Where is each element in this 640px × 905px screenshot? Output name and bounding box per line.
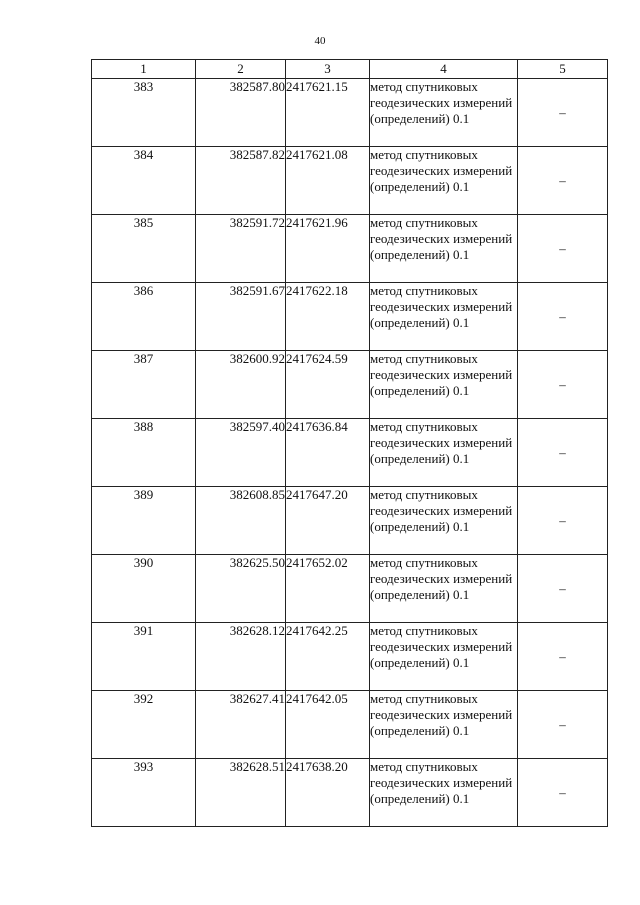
y-coordinate-cell: 2417636.84 — [286, 419, 370, 487]
method-cell: метод спутниковых геодезических измерений (определений) 0.1 — [370, 555, 518, 623]
table-row — [92, 215, 608, 283]
table-row — [92, 419, 608, 487]
column-header-2: 2 — [196, 60, 286, 79]
note-cell: – — [518, 215, 608, 283]
point-number-cell: 387 — [92, 351, 196, 419]
y-coordinate-cell: 2417642.25 — [286, 623, 370, 691]
table-row — [92, 623, 608, 691]
note-cell: – — [518, 759, 608, 827]
note-cell: – — [518, 691, 608, 759]
y-coordinate-cell: 2417622.18 — [286, 283, 370, 351]
note-cell: – — [518, 79, 608, 147]
y-coordinate-cell: 2417638.20 — [286, 759, 370, 827]
y-coordinate-cell: 2417624.59 — [286, 351, 370, 419]
table-row — [92, 283, 608, 351]
method-cell: метод спутниковых геодезических измерений (определений) 0.1 — [370, 487, 518, 555]
table-body — [92, 79, 608, 827]
table-row — [92, 147, 608, 215]
method-cell: метод спутниковых геодезических измерений (определений) 0.1 — [370, 419, 518, 487]
x-coordinate-cell: 382587.80 — [196, 79, 286, 147]
x-coordinate-cell: 382608.85 — [196, 487, 286, 555]
table-row — [92, 79, 608, 147]
y-coordinate-cell: 2417647.20 — [286, 487, 370, 555]
page-number: 40 — [314, 35, 326, 47]
point-number-cell: 392 — [92, 691, 196, 759]
table-row — [92, 351, 608, 419]
note-cell: – — [518, 623, 608, 691]
coordinates-table — [91, 59, 608, 827]
point-number-cell: 393 — [92, 759, 196, 827]
x-coordinate-cell: 382597.40 — [196, 419, 286, 487]
y-coordinate-cell: 2417621.08 — [286, 147, 370, 215]
method-cell: метод спутниковых геодезических измерений (определений) 0.1 — [370, 759, 518, 827]
note-cell: – — [518, 419, 608, 487]
point-number-cell: 388 — [92, 419, 196, 487]
method-cell: метод спутниковых геодезических измерений (определений) 0.1 — [370, 351, 518, 419]
y-coordinate-cell: 2417652.02 — [286, 555, 370, 623]
x-coordinate-cell: 382625.50 — [196, 555, 286, 623]
x-coordinate-cell: 382591.67 — [196, 283, 286, 351]
column-header-4: 4 — [370, 60, 518, 79]
table-row — [92, 691, 608, 759]
point-number-cell: 384 — [92, 147, 196, 215]
note-cell: – — [518, 147, 608, 215]
y-coordinate-cell: 2417642.05 — [286, 691, 370, 759]
note-cell: – — [518, 283, 608, 351]
method-cell: метод спутниковых геодезических измерений (определений) 0.1 — [370, 623, 518, 691]
x-coordinate-cell: 382591.72 — [196, 215, 286, 283]
method-cell: метод спутниковых геодезических измерений (определений) 0.1 — [370, 79, 518, 147]
table-row — [92, 487, 608, 555]
table-row — [92, 759, 608, 827]
table-header — [92, 60, 608, 79]
x-coordinate-cell: 382627.41 — [196, 691, 286, 759]
method-cell: метод спутниковых геодезических измерений (определений) 0.1 — [370, 215, 518, 283]
point-number-cell: 391 — [92, 623, 196, 691]
point-number-cell: 390 — [92, 555, 196, 623]
y-coordinate-cell: 2417621.96 — [286, 215, 370, 283]
point-number-cell: 383 — [92, 79, 196, 147]
method-cell: метод спутниковых геодезических измерений (определений) 0.1 — [370, 283, 518, 351]
note-cell: – — [518, 555, 608, 623]
table-row — [92, 555, 608, 623]
column-header-1: 1 — [92, 60, 196, 79]
header-row — [92, 60, 608, 79]
point-number-cell: 389 — [92, 487, 196, 555]
x-coordinate-cell: 382587.82 — [196, 147, 286, 215]
method-cell: метод спутниковых геодезических измерений (определений) 0.1 — [370, 147, 518, 215]
method-cell: метод спутниковых геодезических измерений (определений) 0.1 — [370, 691, 518, 759]
x-coordinate-cell: 382600.92 — [196, 351, 286, 419]
point-number-cell: 386 — [92, 283, 196, 351]
x-coordinate-cell: 382628.51 — [196, 759, 286, 827]
point-number-cell: 385 — [92, 215, 196, 283]
note-cell: – — [518, 487, 608, 555]
y-coordinate-cell: 2417621.15 — [286, 79, 370, 147]
note-cell: – — [518, 351, 608, 419]
column-header-3: 3 — [286, 60, 370, 79]
column-header-5: 5 — [518, 60, 608, 79]
x-coordinate-cell: 382628.12 — [196, 623, 286, 691]
